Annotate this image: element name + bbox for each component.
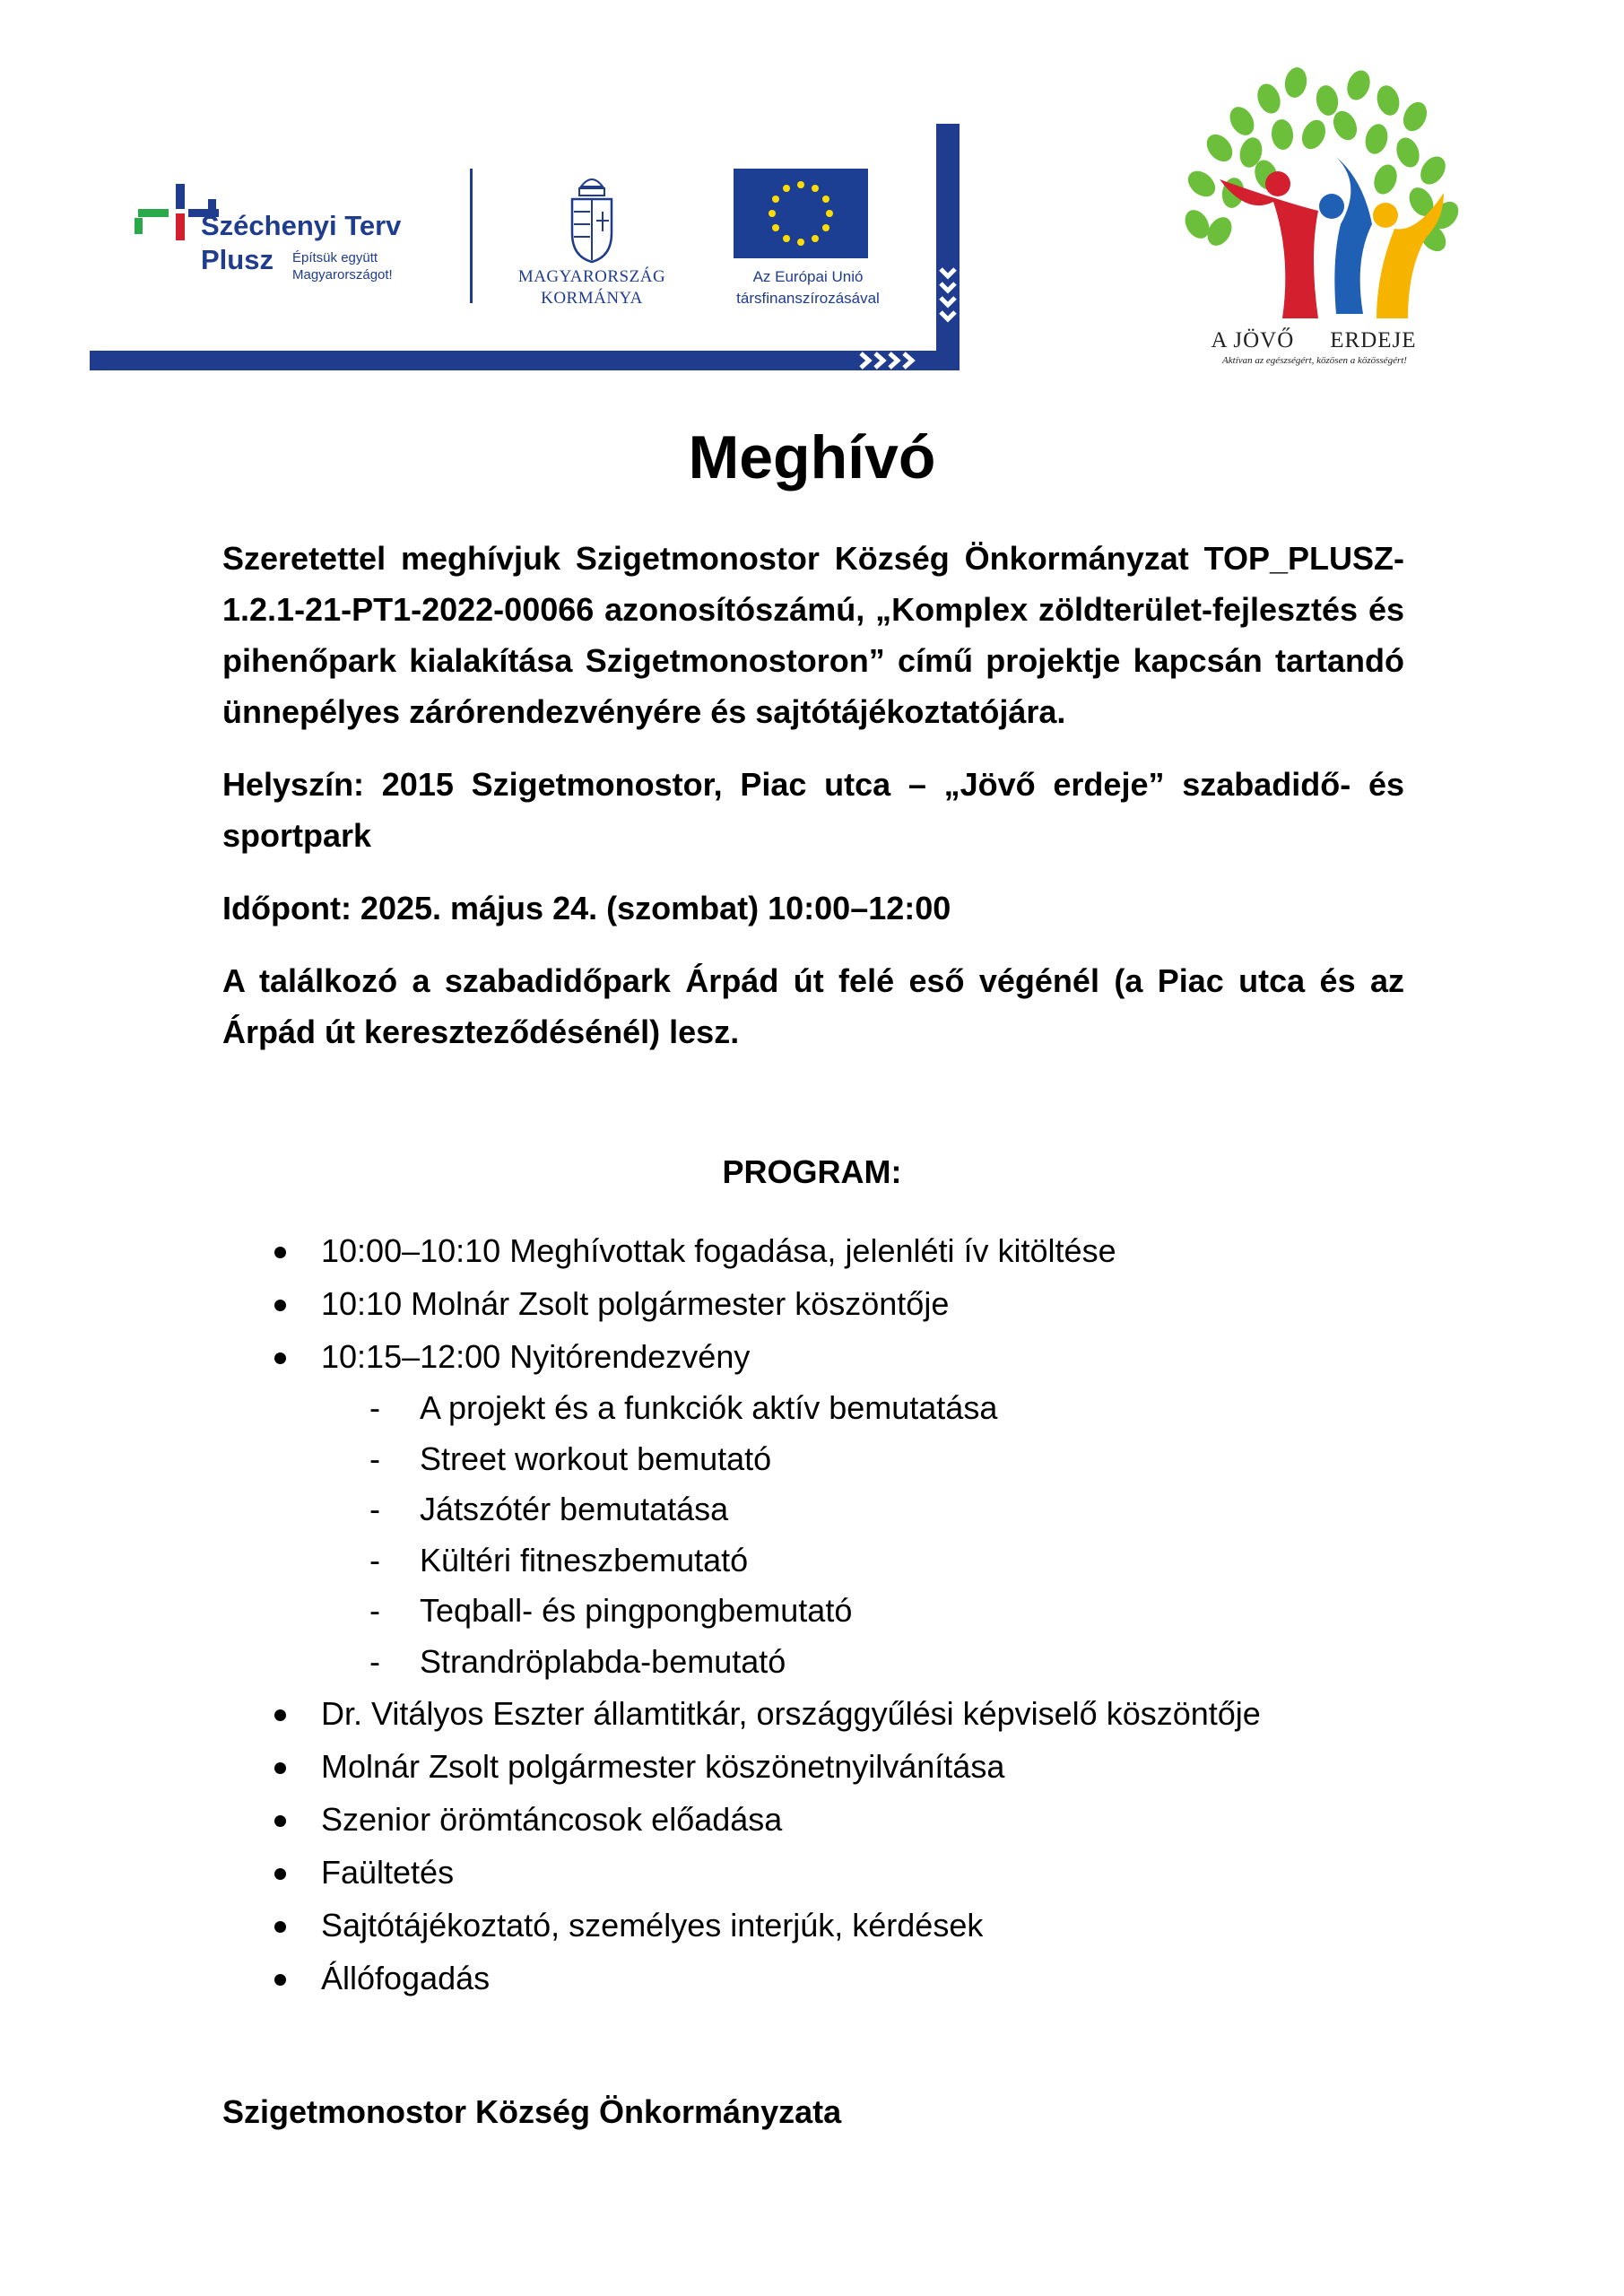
eu-logo-text — [705, 266, 911, 309]
eu-flag-icon — [734, 169, 868, 258]
coat-of-arms-icon — [572, 179, 612, 262]
program-subitem: - A projekt és a funkciók aktív bemutatása — [269, 1383, 1435, 1434]
szechenyi-logo-line2: Plusz — [201, 244, 274, 275]
invitation-body — [222, 533, 1404, 1079]
intro-paragraph: Szeretettel meghívjuk Szigetmonostor Község Önkormányzat TOP_PLUSZ-1.2.1-21-PT1-2022-00066 azonosítószámú, „Komplex zöldterület-fejlesztés és pihenőpark kialakítása Szigetmonostoron” című projektje kapcsán tartandó ünnepélyes zárórendezvényére és sajtótájékoztatójára. — [222, 540, 1404, 730]
program-item: 10:10 Molnár Zsolt polgármester köszöntője — [269, 1277, 1435, 1330]
government-line2: KORMÁNYA — [541, 289, 643, 308]
banner-bottom-bar — [90, 351, 960, 370]
location-paragraph: Helyszín: 2015 Szigetmonostor, Piac utca – „Jövő erdeje” szabadidő- és sportpark — [222, 766, 1404, 854]
program-item: Állófogadás — [269, 1952, 1435, 2005]
program-item: Molnár Zsolt polgármester köszönetnyilvánítása — [269, 1740, 1435, 1793]
szechenyi-logo-slogan: Építsük együtt Magyarországot! — [292, 250, 393, 283]
program-heading: PROGRAM: — [722, 1153, 902, 1190]
program-item: 10:15–12:00 Nyitórendezvény — [269, 1330, 1435, 1383]
eu-line2: társfinanszírozásával — [736, 290, 880, 307]
program-item: 10:00–10:10 Meghívottak fogadása, jelenléti ív kitöltése — [269, 1224, 1435, 1277]
program-subitem: - Teqball- és pingpongbemutató — [269, 1586, 1435, 1637]
program-item: Faültetés — [269, 1846, 1435, 1899]
program-subitem: - Játszótér bemutatása — [269, 1484, 1435, 1535]
program-item: Dr. Vitályos Eszter államtitkár, országgyűlési képviselő köszöntője — [269, 1687, 1435, 1740]
signature: Szigetmonostor Község Önkormányzata — [222, 2093, 842, 2130]
header-banner — [0, 0, 1624, 395]
szechenyi-logo — [201, 210, 402, 283]
jovo-erdeje-tree-icon — [1180, 65, 1463, 318]
meeting-point-paragraph: A találkozó a szabadidőpark Árpád út felé eső végénél (a Piac utca és az Árpád út kereszteződésénél) lesz. — [222, 962, 1404, 1050]
logo-divider — [470, 169, 473, 303]
government-line1: MAGYARORSZÁG — [517, 267, 666, 286]
program-item: Szenior örömtáncosok előadása — [269, 1793, 1435, 1846]
program-item: Sajtótájékoztató, személyes interjúk, kérdések — [269, 1899, 1435, 1952]
eu-line1: Az Európai Unió — [752, 268, 864, 285]
jovo-erdeje-title — [1166, 328, 1462, 353]
banner-right-bar — [936, 124, 960, 370]
government-logo-text — [502, 266, 682, 309]
program-list — [269, 1224, 1435, 2005]
program-subitem: - Street workout bemutató — [269, 1434, 1435, 1485]
jovo-erdeje-subtitle: Aktívan az egészségért, közösen a közösségért! — [1222, 355, 1407, 366]
program-subitem: - Kültéri fitneszbemutató — [269, 1535, 1435, 1587]
time-paragraph: Időpont: 2025. május 24. (szombat) 10:00–12:00 — [222, 890, 951, 926]
jovo-erdeje-title-right: ERDEJE — [1330, 328, 1417, 352]
page-title: Meghívó — [688, 423, 936, 491]
program-subitem: - Strandröplabda-bemutató — [269, 1637, 1435, 1688]
szechenyi-logo-line1: Széchenyi Terv — [201, 210, 402, 241]
jovo-erdeje-title-left: A JÖVŐ — [1211, 328, 1295, 352]
